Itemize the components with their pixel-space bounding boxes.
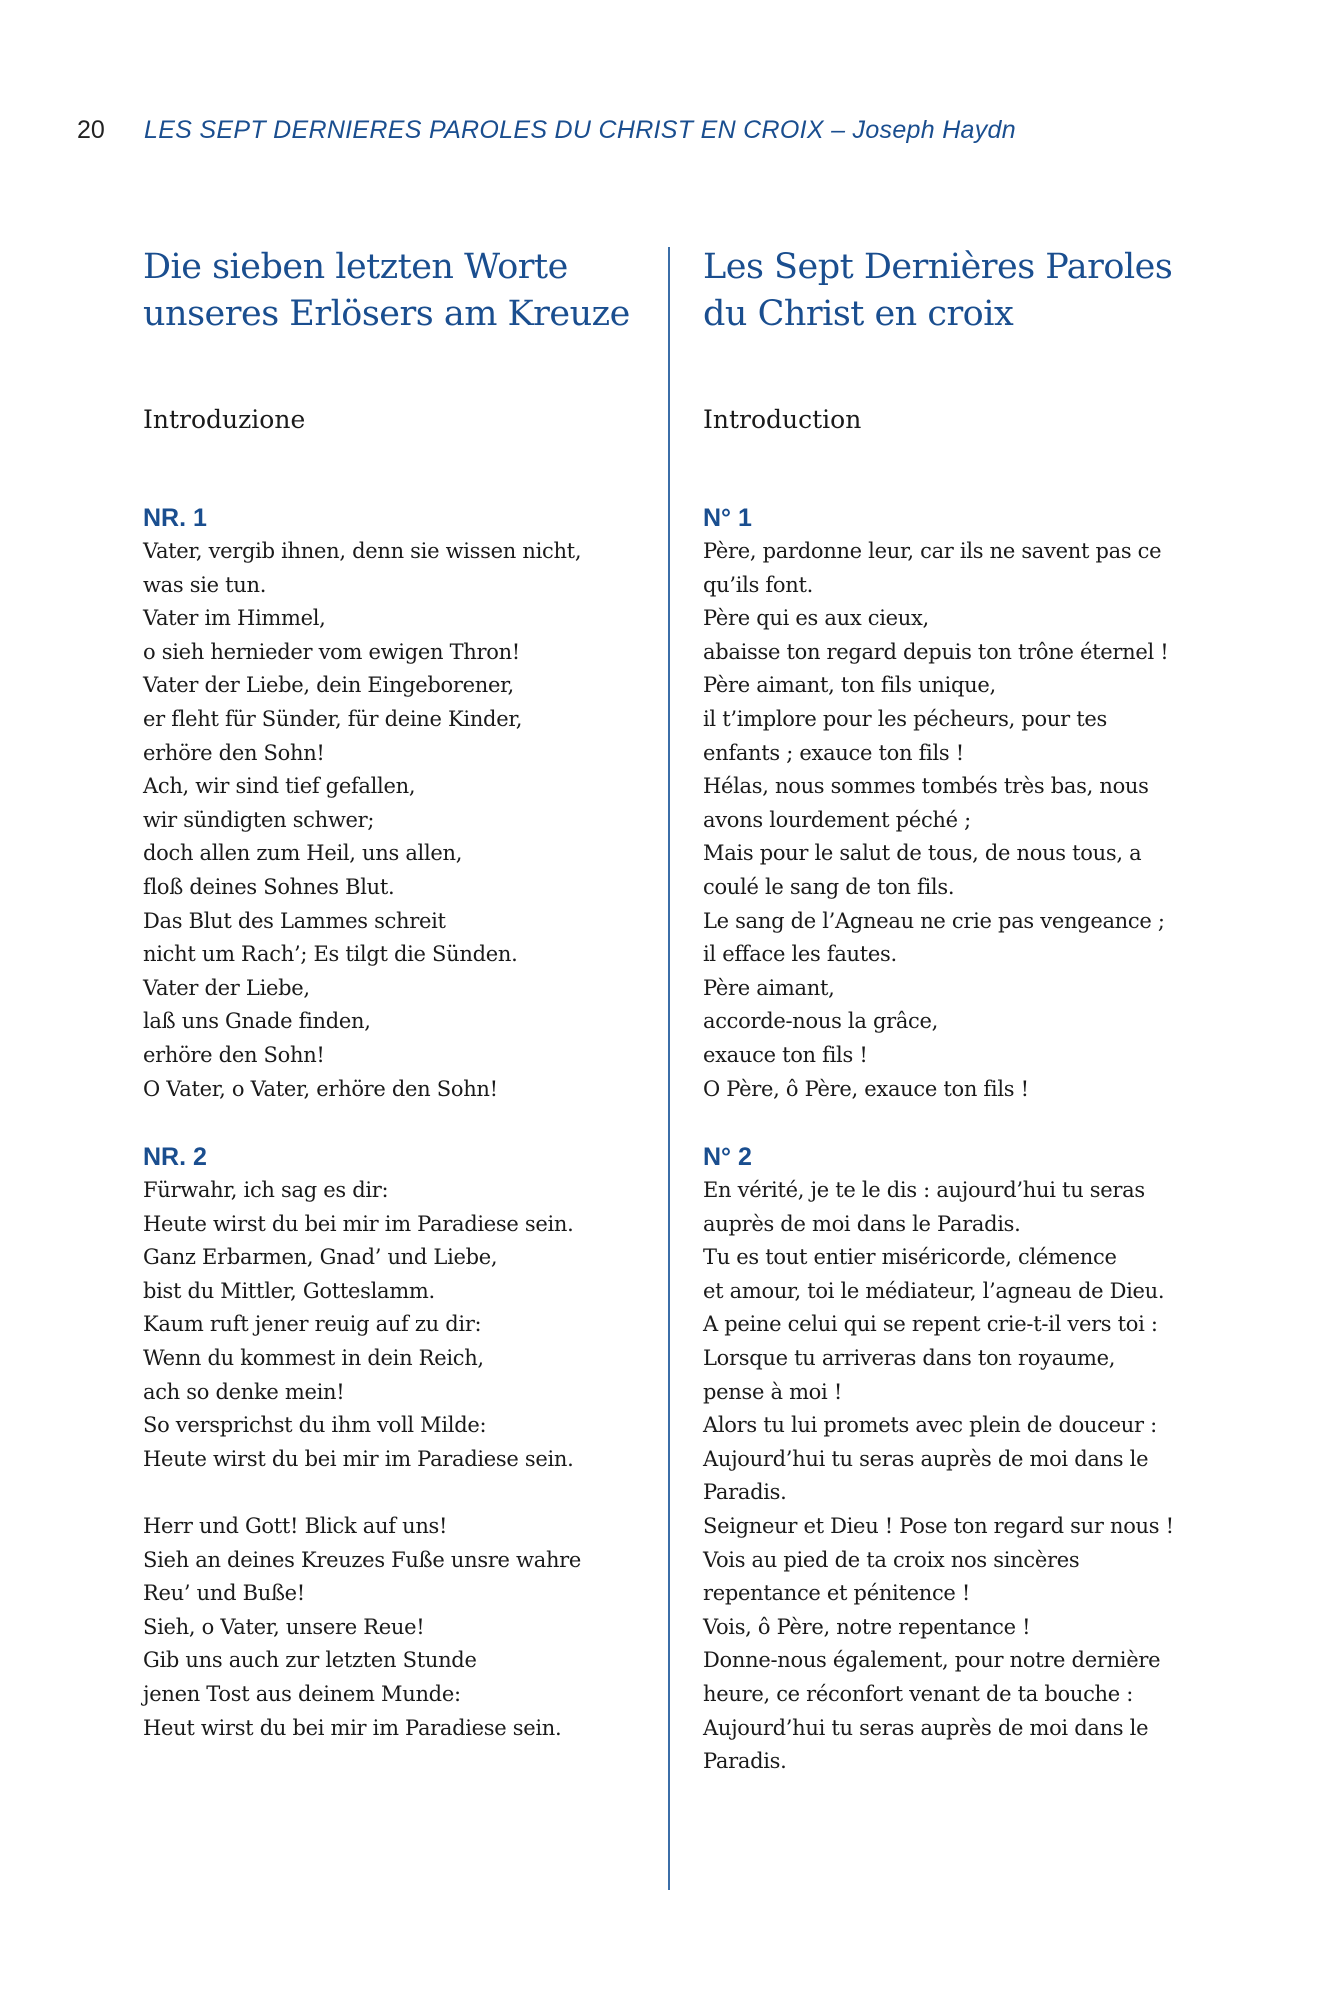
verse-line: wir sündigten schwer; [143,807,375,832]
verse-line: Kaum ruft jener reuig auf zu dir: [143,1312,482,1337]
german-intro-heading: Introduzione [143,405,306,434]
french-column [703,244,1223,1779]
verse-line: Heute wirst du bei mir im Paradiese sein. [143,1211,574,1236]
verse-line: was sie tun. [143,572,267,597]
verse-line: et amour, toi le médiateur, l’agneau de Dieu. [703,1278,1165,1303]
verse-line: Tu es tout entier miséricorde, clémence [703,1245,1117,1270]
verse-line: Donne-nous également, pour notre dernière [703,1648,1161,1673]
verse-line: Le sang de l’Agneau ne crie pas vengeance ; [703,908,1165,933]
verse-line: o sieh hernieder vom ewigen Thron! [143,639,520,664]
running-title: LES SEPT DERNIERES PAROLES DU CHRIST EN CROIX – Joseph Haydn [144,116,1016,144]
verse-line: Fürwahr, ich sag es dir: [143,1178,389,1203]
verse-line: Seigneur et Dieu ! Pose ton regard sur nous ! [703,1514,1174,1539]
french-nr2-label: N° 2 [703,1143,752,1172]
verse-line: jenen Tost aus deinem Munde: [143,1682,461,1706]
french-title-line: Les Sept Dernières Paroles [703,247,1173,287]
verse-line: Paradis. [703,1480,787,1505]
verse-line: Sieh, o Vater, unsere Reue! [143,1614,425,1639]
page-number: 20 [77,116,105,144]
verse-line: So versprichst du ihm voll Milde: [143,1413,487,1438]
verse-line: enfants ; exauce ton fils ! [703,740,964,765]
french-nr2-text [703,1174,1223,1779]
verse-line: Mais pour le salut de tous, de nous tous, a [703,841,1142,866]
verse-line: A peine celui qui se repent crie-t-il vers toi : [703,1312,1158,1337]
verse-line: Vater der Liebe, [143,975,310,1000]
german-nr2-label: NR. 2 [143,1143,207,1172]
verse-line: coulé le sang de ton fils. [703,874,955,899]
verse-line: Aujourd’hui tu seras auprès de moi dans le [703,1446,1149,1471]
verse-line: Vois, ô Père, notre repentance ! [703,1614,1031,1639]
verse-line: O Père, ô Père, exauce ton fils ! [703,1076,1029,1101]
verse-line: Aujourd’hui tu seras auprès de moi dans le [703,1715,1149,1740]
verse-line: accorde-nous la grâce, [703,1009,939,1034]
verse-line: qu’ils font. [703,572,813,597]
verse-line: Paradis. [703,1749,787,1774]
verse-line: Hélas, nous sommes tombés très bas, nous [703,774,1149,799]
verse-line: Gib uns auch zur letzten Stunde [143,1648,477,1673]
verse-line: Ganz Erbarmen, Gnad’ und Liebe, [143,1245,498,1270]
verse-line: repentance et pénitence ! [703,1581,971,1606]
verse-line: Das Blut des Lammes schreit [143,908,446,933]
french-title-line: du Christ en croix [703,294,1014,334]
verse-line: Sieh an deines Kreuzes Fuße unsre wahre [143,1547,582,1572]
verse-line: Lorsque tu arriveras dans ton royaume, [703,1346,1116,1371]
stanza-break [143,1476,648,1510]
verse-line: abaisse ton regard depuis ton trône éternel ! [703,639,1169,664]
verse-line: Père aimant, [703,975,835,1000]
column-divider [668,247,670,1890]
verse-line: avons lourdement péché ; [703,807,971,832]
verse-line: il efface les fautes. [703,942,897,967]
verse-line: Reu’ und Buße! [143,1581,305,1606]
verse-line: O Vater, o Vater, erhöre den Sohn! [143,1076,498,1101]
verse-line: Vater, vergib ihnen, denn sie wissen nicht, [143,539,582,563]
verse-line: Ach, wir sind tief gefallen, [143,774,416,799]
verse-line: Wenn du kommest in dein Reich, [143,1346,484,1371]
verse-line: heure, ce réconfort venant de ta bouche : [703,1682,1134,1706]
running-header [0,116,1334,156]
verse-line: er fleht für Sünder, für deine Kinder, [143,706,523,731]
verse-line: Alors tu lui promets avec plein de douceur : [703,1413,1157,1438]
french-intro-heading: Introduction [703,405,862,434]
verse-line: Herr und Gott! Blick auf uns! [143,1514,448,1539]
german-title-line: unseres Erlösers am Kreuze [143,294,630,334]
german-nr1-text [143,535,648,1106]
verse-line: Père qui es aux cieux, [703,606,929,631]
french-nr1-label: N° 1 [703,504,752,532]
verse-line: ach so denke mein! [143,1379,345,1404]
french-title [703,244,1223,338]
verse-line: erhöre den Sohn! [143,1042,325,1067]
verse-line: exauce ton fils ! [703,1042,868,1067]
verse-line: En vérité, je te le dis : aujourd’hui tu seras [703,1178,1145,1203]
verse-line: Heut wirst du bei mir im Paradiese sein. [143,1715,562,1740]
german-nr1-label: NR. 1 [143,504,207,532]
verse-line: Vater im Himmel, [143,606,326,631]
verse-line: doch allen zum Heil, uns allen, [143,841,463,866]
verse-line: erhöre den Sohn! [143,740,325,765]
verse-line: bist du Mittler, Gotteslamm. [143,1278,435,1303]
german-title-line: Die sieben letzten Worte [143,247,568,287]
verse-line: Père aimant, ton fils unique, [703,673,996,698]
verse-line: Heute wirst du bei mir im Paradiese sein. [143,1446,574,1471]
verse-line: il t’implore pour les pécheurs, pour tes [703,706,1107,731]
verse-line: auprès de moi dans le Paradis. [703,1211,1021,1236]
german-nr2-text [143,1174,648,1745]
verse-line: pense à moi ! [703,1379,842,1404]
verse-line: nicht um Rach’; Es tilgt die Sünden. [143,942,518,967]
verse-line: laß uns Gnade finden, [143,1009,371,1034]
verse-line: floß deines Sohnes Blut. [143,874,395,899]
verse-line: Père, pardonne leur, car ils ne savent pas ce [703,539,1162,563]
verse-line: Vois au pied de ta croix nos sincères [703,1547,1080,1572]
german-column [143,244,648,1745]
german-title [143,244,648,338]
verse-line: Vater der Liebe, dein Eingeborener, [143,673,514,698]
french-nr1-text [703,535,1223,1106]
